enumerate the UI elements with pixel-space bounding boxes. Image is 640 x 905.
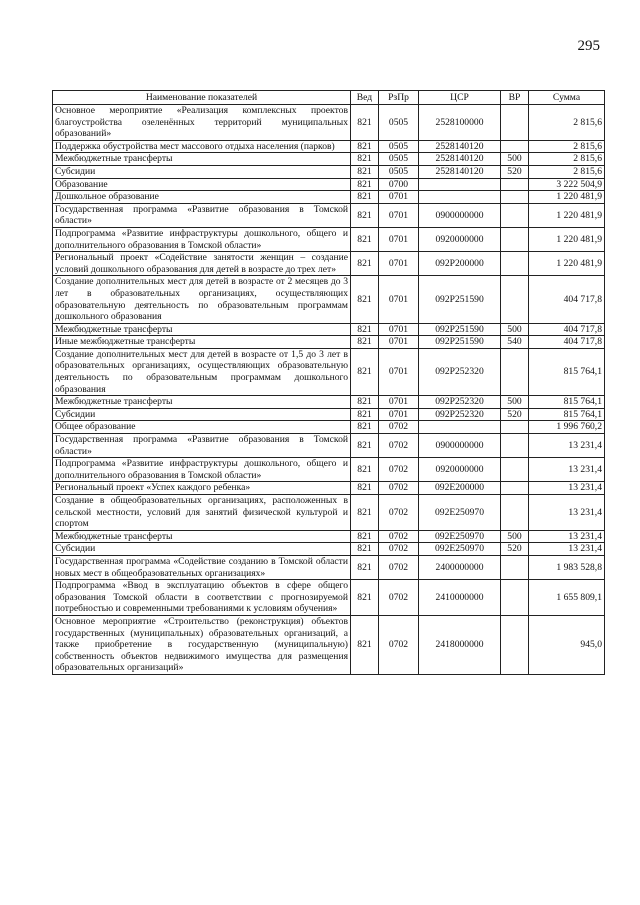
cell-ved: 821 bbox=[351, 191, 379, 204]
cell-name: Основное мероприятие «Строительство (реконструкция) объектов государственных (муниципальных) образовательных организаций, а также приобретение в государственную (муниципальную) собственность объектов недвижимого имущества для размещения образовательных организаций» bbox=[53, 615, 351, 674]
cell-sum: 13 231,4 bbox=[529, 543, 605, 556]
table-row bbox=[53, 153, 605, 166]
cell-sum: 815 764,1 bbox=[529, 408, 605, 421]
table-row bbox=[53, 276, 605, 323]
cell-sum: 13 231,4 bbox=[529, 434, 605, 458]
cell-rzpr: 0701 bbox=[379, 408, 419, 421]
cell-rzpr: 0702 bbox=[379, 580, 419, 616]
cell-rzpr: 0702 bbox=[379, 615, 419, 674]
cell-name: Создание дополнительных мест для детей в возрасте от 1,5 до 3 лет в образовательных организациях, осуществляющих образовательную деятельность по образовательным программам дошкольного образования bbox=[53, 348, 351, 395]
cell-name: Подпрограмма «Развитие инфраструктуры дошкольного, общего и дополнительного образования в Томской области» bbox=[53, 227, 351, 251]
cell-name: Подпрограмма «Ввод в эксплуатацию объектов в сфере общего образования Томской области в соответствии с прогнозируемой потребностью и современными требованиями к условиям обучения» bbox=[53, 580, 351, 616]
cell-name: Региональный проект «Содействие занятости женщин – создание условий дошкольного образования для детей в возрасте до трех лет» bbox=[53, 252, 351, 276]
cell-sum: 2 815,6 bbox=[529, 140, 605, 153]
cell-sum: 2 815,6 bbox=[529, 105, 605, 141]
cell-csr: 092P251590 bbox=[419, 276, 501, 323]
cell-sum: 404 717,8 bbox=[529, 336, 605, 349]
table-row bbox=[53, 348, 605, 395]
cell-sum: 13 231,4 bbox=[529, 482, 605, 495]
cell-vr: 520 bbox=[501, 408, 529, 421]
cell-sum: 2 815,6 bbox=[529, 165, 605, 178]
cell-vr bbox=[501, 178, 529, 191]
table-row bbox=[53, 580, 605, 616]
cell-csr: 092E200000 bbox=[419, 482, 501, 495]
table-row bbox=[53, 530, 605, 543]
cell-ved: 821 bbox=[351, 276, 379, 323]
table-row bbox=[53, 543, 605, 556]
table-row bbox=[53, 421, 605, 434]
cell-sum: 1 220 481,9 bbox=[529, 191, 605, 204]
cell-rzpr: 0701 bbox=[379, 336, 419, 349]
cell-csr: 2528140120 bbox=[419, 153, 501, 166]
cell-csr: 2528140120 bbox=[419, 165, 501, 178]
cell-csr: 2418000000 bbox=[419, 615, 501, 674]
cell-sum: 13 231,4 bbox=[529, 530, 605, 543]
cell-sum: 3 222 504,9 bbox=[529, 178, 605, 191]
cell-name: Создание дополнительных мест для детей в возрасте от 2 месяцев до 3 лет в образовательных организациях, осуществляющих образовательную деятельность по образовательным программам дошкольного образования bbox=[53, 276, 351, 323]
cell-vr bbox=[501, 348, 529, 395]
cell-name: Создание в общеобразовательных организациях, расположенных в сельской местности, условий для занятий физической культурой и спортом bbox=[53, 495, 351, 531]
page-number: 295 bbox=[577, 38, 600, 54]
cell-ved: 821 bbox=[351, 227, 379, 251]
cell-rzpr: 0701 bbox=[379, 252, 419, 276]
cell-sum: 1 220 481,9 bbox=[529, 227, 605, 251]
table-row bbox=[53, 252, 605, 276]
cell-name: Государственная программа «Развитие образования в Томской области» bbox=[53, 434, 351, 458]
cell-rzpr: 0505 bbox=[379, 140, 419, 153]
cell-rzpr: 0701 bbox=[379, 323, 419, 336]
cell-vr: 500 bbox=[501, 530, 529, 543]
cell-name: Общее образование bbox=[53, 421, 351, 434]
cell-ved: 821 bbox=[351, 434, 379, 458]
header-sum: Сумма bbox=[529, 91, 605, 105]
cell-vr: 540 bbox=[501, 336, 529, 349]
cell-sum: 945,0 bbox=[529, 615, 605, 674]
table-row bbox=[53, 495, 605, 531]
cell-vr bbox=[501, 203, 529, 227]
cell-csr: 092P251590 bbox=[419, 323, 501, 336]
cell-vr bbox=[501, 227, 529, 251]
cell-name: Межбюджетные трансферты bbox=[53, 323, 351, 336]
cell-rzpr: 0702 bbox=[379, 543, 419, 556]
cell-vr: 500 bbox=[501, 323, 529, 336]
cell-sum: 815 764,1 bbox=[529, 396, 605, 409]
cell-sum: 1 996 760,2 bbox=[529, 421, 605, 434]
cell-name: Государственная программа «Развитие образования в Томской области» bbox=[53, 203, 351, 227]
cell-vr bbox=[501, 434, 529, 458]
cell-vr bbox=[501, 495, 529, 531]
cell-rzpr: 0505 bbox=[379, 153, 419, 166]
cell-rzpr: 0702 bbox=[379, 555, 419, 579]
cell-ved: 821 bbox=[351, 495, 379, 531]
cell-ved: 821 bbox=[351, 482, 379, 495]
cell-csr bbox=[419, 421, 501, 434]
table-body bbox=[53, 105, 605, 675]
cell-rzpr: 0701 bbox=[379, 191, 419, 204]
table-row bbox=[53, 105, 605, 141]
cell-ved: 821 bbox=[351, 396, 379, 409]
table-row bbox=[53, 191, 605, 204]
table-row bbox=[53, 458, 605, 482]
cell-vr bbox=[501, 140, 529, 153]
cell-ved: 821 bbox=[351, 165, 379, 178]
cell-rzpr: 0702 bbox=[379, 530, 419, 543]
cell-csr: 2528140120 bbox=[419, 140, 501, 153]
cell-ved: 821 bbox=[351, 530, 379, 543]
cell-ved: 821 bbox=[351, 178, 379, 191]
cell-ved: 821 bbox=[351, 203, 379, 227]
table-row bbox=[53, 178, 605, 191]
cell-rzpr: 0505 bbox=[379, 105, 419, 141]
cell-vr bbox=[501, 458, 529, 482]
cell-csr: 0920000000 bbox=[419, 227, 501, 251]
cell-vr bbox=[501, 276, 529, 323]
cell-rzpr: 0702 bbox=[379, 458, 419, 482]
cell-vr bbox=[501, 482, 529, 495]
cell-vr bbox=[501, 421, 529, 434]
cell-csr: 0900000000 bbox=[419, 203, 501, 227]
cell-vr bbox=[501, 555, 529, 579]
table-row bbox=[53, 203, 605, 227]
cell-name: Дошкольное образование bbox=[53, 191, 351, 204]
cell-name: Подпрограмма «Развитие инфраструктуры дошкольного, общего и дополнительного образования в Томской области» bbox=[53, 458, 351, 482]
header-name: Наименование показателей bbox=[53, 91, 351, 105]
table-row bbox=[53, 482, 605, 495]
table-row bbox=[53, 408, 605, 421]
cell-rzpr: 0700 bbox=[379, 178, 419, 191]
cell-rzpr: 0701 bbox=[379, 348, 419, 395]
cell-name: Межбюджетные трансферты bbox=[53, 153, 351, 166]
table-row bbox=[53, 396, 605, 409]
cell-ved: 821 bbox=[351, 336, 379, 349]
header-ved: Вед bbox=[351, 91, 379, 105]
cell-ved: 821 bbox=[351, 323, 379, 336]
cell-csr: 092P251590 bbox=[419, 336, 501, 349]
header-csr: ЦСР bbox=[419, 91, 501, 105]
cell-ved: 821 bbox=[351, 458, 379, 482]
cell-name: Межбюджетные трансферты bbox=[53, 530, 351, 543]
cell-csr: 0920000000 bbox=[419, 458, 501, 482]
cell-rzpr: 0702 bbox=[379, 482, 419, 495]
cell-csr: 092P200000 bbox=[419, 252, 501, 276]
cell-csr: 092P252320 bbox=[419, 408, 501, 421]
table-row bbox=[53, 227, 605, 251]
cell-csr bbox=[419, 191, 501, 204]
cell-csr: 092E250970 bbox=[419, 495, 501, 531]
cell-ved: 821 bbox=[351, 543, 379, 556]
table-row bbox=[53, 434, 605, 458]
cell-vr bbox=[501, 615, 529, 674]
cell-sum: 404 717,8 bbox=[529, 323, 605, 336]
cell-csr: 2410000000 bbox=[419, 580, 501, 616]
cell-sum: 13 231,4 bbox=[529, 458, 605, 482]
cell-sum: 1 983 528,8 bbox=[529, 555, 605, 579]
cell-sum: 2 815,6 bbox=[529, 153, 605, 166]
cell-vr: 500 bbox=[501, 396, 529, 409]
cell-vr: 500 bbox=[501, 153, 529, 166]
cell-rzpr: 0701 bbox=[379, 203, 419, 227]
cell-sum: 1 220 481,9 bbox=[529, 252, 605, 276]
cell-vr: 520 bbox=[501, 165, 529, 178]
cell-sum: 13 231,4 bbox=[529, 495, 605, 531]
cell-csr: 092E250970 bbox=[419, 530, 501, 543]
table-row bbox=[53, 323, 605, 336]
table-row bbox=[53, 615, 605, 674]
cell-csr: 0900000000 bbox=[419, 434, 501, 458]
cell-vr bbox=[501, 191, 529, 204]
cell-name: Субсидии bbox=[53, 165, 351, 178]
cell-csr: 092P252320 bbox=[419, 348, 501, 395]
cell-rzpr: 0701 bbox=[379, 276, 419, 323]
cell-vr bbox=[501, 252, 529, 276]
header-rzpr: РзПр bbox=[379, 91, 419, 105]
cell-name: Основное мероприятие «Реализация комплексных проектов благоустройства озеленённых территорий муниципальных образований» bbox=[53, 105, 351, 141]
cell-ved: 821 bbox=[351, 252, 379, 276]
cell-ved: 821 bbox=[351, 105, 379, 141]
cell-name: Поддержка обустройства мест массового отдыха населения (парков) bbox=[53, 140, 351, 153]
cell-name: Межбюджетные трансферты bbox=[53, 396, 351, 409]
table-row bbox=[53, 336, 605, 349]
table-row bbox=[53, 165, 605, 178]
cell-ved: 821 bbox=[351, 580, 379, 616]
cell-ved: 821 bbox=[351, 615, 379, 674]
cell-sum: 404 717,8 bbox=[529, 276, 605, 323]
cell-ved: 821 bbox=[351, 348, 379, 395]
cell-csr: 2528100000 bbox=[419, 105, 501, 141]
cell-rzpr: 0505 bbox=[379, 165, 419, 178]
cell-rzpr: 0702 bbox=[379, 421, 419, 434]
cell-vr bbox=[501, 105, 529, 141]
cell-ved: 821 bbox=[351, 555, 379, 579]
table-row bbox=[53, 140, 605, 153]
cell-rzpr: 0702 bbox=[379, 495, 419, 531]
cell-vr bbox=[501, 580, 529, 616]
cell-csr: 2400000000 bbox=[419, 555, 501, 579]
cell-csr: 092E250970 bbox=[419, 543, 501, 556]
cell-ved: 821 bbox=[351, 153, 379, 166]
cell-rzpr: 0701 bbox=[379, 227, 419, 251]
cell-ved: 821 bbox=[351, 421, 379, 434]
cell-name: Субсидии bbox=[53, 543, 351, 556]
cell-csr: 092P252320 bbox=[419, 396, 501, 409]
table-row bbox=[53, 555, 605, 579]
cell-csr bbox=[419, 178, 501, 191]
cell-name: Иные межбюджетные трансферты bbox=[53, 336, 351, 349]
cell-ved: 821 bbox=[351, 408, 379, 421]
cell-rzpr: 0701 bbox=[379, 396, 419, 409]
cell-ved: 821 bbox=[351, 140, 379, 153]
header-vr: ВР bbox=[501, 91, 529, 105]
table-header-row bbox=[53, 91, 605, 105]
cell-name: Государственная программа «Содействие созданию в Томской области новых мест в общеобразовательных организациях» bbox=[53, 555, 351, 579]
cell-vr: 520 bbox=[501, 543, 529, 556]
cell-name: Субсидии bbox=[53, 408, 351, 421]
cell-name: Региональный проект «Успех каждого ребенка» bbox=[53, 482, 351, 495]
budget-table bbox=[52, 90, 605, 675]
cell-name: Образование bbox=[53, 178, 351, 191]
cell-sum: 1 220 481,9 bbox=[529, 203, 605, 227]
cell-sum: 815 764,1 bbox=[529, 348, 605, 395]
cell-rzpr: 0702 bbox=[379, 434, 419, 458]
cell-sum: 1 655 809,1 bbox=[529, 580, 605, 616]
